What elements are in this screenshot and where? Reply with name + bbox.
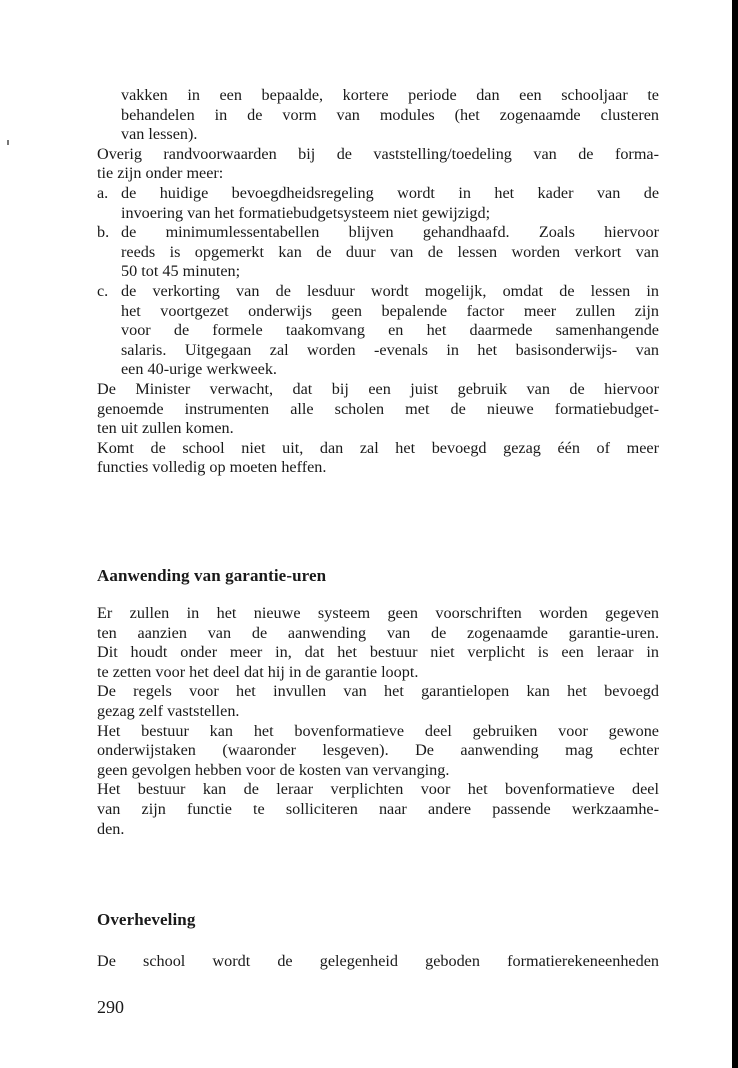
text-line: De Minister verwacht, dat bij een juist gebruik van de hiervoor	[97, 379, 659, 398]
section-heading-overheveling: Overheveling	[97, 910, 196, 929]
text-line: vakken in een bepaalde, kortere periode dan een schooljaar te	[121, 86, 659, 104]
text-line: de verkorting van de lesduur wordt mogelijk, omdat de lessen in	[121, 281, 659, 300]
text-line: genoemde instrumenten alle scholen met de nieuwe formatiebudget-	[97, 399, 659, 418]
text-line: De school wordt de gelegenheid geboden formatierekeneenheden	[97, 952, 659, 970]
list-marker: a.	[97, 183, 109, 202]
text-line: Het bestuur kan de leraar verplichten voor het bovenformatieve deel	[97, 780, 659, 799]
text-line: tie zijn onder meer:	[97, 164, 224, 183]
text-line: den.	[97, 819, 125, 838]
text-line: van lessen).	[121, 125, 198, 144]
section-heading-garantie-uren: Aanwending van garantie-uren	[97, 566, 327, 585]
paragraph-bestuur-deel	[97, 722, 659, 781]
text-line: salaris. Uitgegaan zal worden -evenals in het basisonderwijs- van	[121, 340, 659, 359]
text-line: functies volledig op moeten heffen.	[97, 458, 327, 477]
text-line: ten aanzien van de aanwending van de zogenaamde garantie-uren.	[97, 623, 659, 642]
paragraph-bestuur-leraar	[97, 780, 659, 839]
text-line: onderwijstaken (waaronder lesgeven). De aanwending mag echter	[97, 741, 659, 760]
list-item-c	[97, 282, 659, 380]
text-line: 50 tot 45 minuten;	[121, 262, 241, 281]
paragraph-komt	[97, 439, 659, 478]
text-line: ten uit zullen komen.	[97, 419, 234, 438]
page-number: 290	[97, 997, 124, 1017]
paragraph-overig	[97, 145, 659, 184]
text-line: invoering van het formatiebudgetsysteem niet gewijzigd;	[121, 203, 491, 222]
scan-page-edge	[732, 0, 738, 1068]
list-marker: b.	[97, 223, 110, 242]
text-line: gezag zelf vaststellen.	[97, 701, 240, 720]
text-block-2	[97, 604, 659, 839]
text-line: de minimumlessentabellen blijven gehandhaafd. Zoals hiervoor	[121, 223, 659, 242]
paragraph-intro	[97, 86, 659, 145]
text-line: Dit houdt onder meer in, dat het bestuur niet verplicht is een leraar in	[97, 643, 659, 662]
paragraph-school	[97, 952, 659, 972]
text-line: Er zullen in het nieuwe systeem geen voorschriften worden gegeven	[97, 604, 659, 622]
scan-speck	[7, 140, 9, 145]
text-line: een 40-urige werkweek.	[121, 360, 277, 379]
text-line: te zetten voor het deel dat hij in de garantie loopt.	[97, 662, 419, 681]
text-line: het voortgezet onderwijs geen bepalende factor meer zullen zijn	[121, 301, 659, 320]
paragraph-regels	[97, 682, 659, 721]
text-line: van zijn functie te solliciteren naar andere passende werkzaamhe-	[97, 799, 659, 818]
text-line: behandelen in de vorm van modules (het zogenaamde clusteren	[121, 105, 659, 124]
text-line: geen gevolgen hebben voor de kosten van vervanging.	[97, 760, 450, 779]
text-line: de huidige bevoegdheidsregeling wordt in het kader van de	[121, 183, 659, 202]
text-line: reeds is opgemerkt kan de duur van de lessen worden verkort van	[121, 242, 659, 261]
list-marker: c.	[97, 281, 109, 300]
text-block-3	[97, 952, 659, 972]
list-item-a	[97, 184, 659, 223]
text-line: Overig randvoorwaarden bij de vaststelling/toedeling van de forma-	[97, 144, 659, 163]
text-line: Komt de school niet uit, dan zal het bevoegd gezag één of meer	[97, 438, 659, 457]
text-line: De regels voor het invullen van het garantielopen kan het bevoegd	[97, 682, 659, 701]
paragraph-minister	[97, 380, 659, 439]
list-item-b	[97, 223, 659, 282]
text-line: voor de formele taakomvang en het daarmede samenhangende	[121, 321, 659, 340]
paragraph-voorschriften	[97, 604, 659, 682]
text-block-1	[97, 86, 659, 478]
text-line: Het bestuur kan het bovenformatieve deel gebruiken voor gewone	[97, 721, 659, 740]
